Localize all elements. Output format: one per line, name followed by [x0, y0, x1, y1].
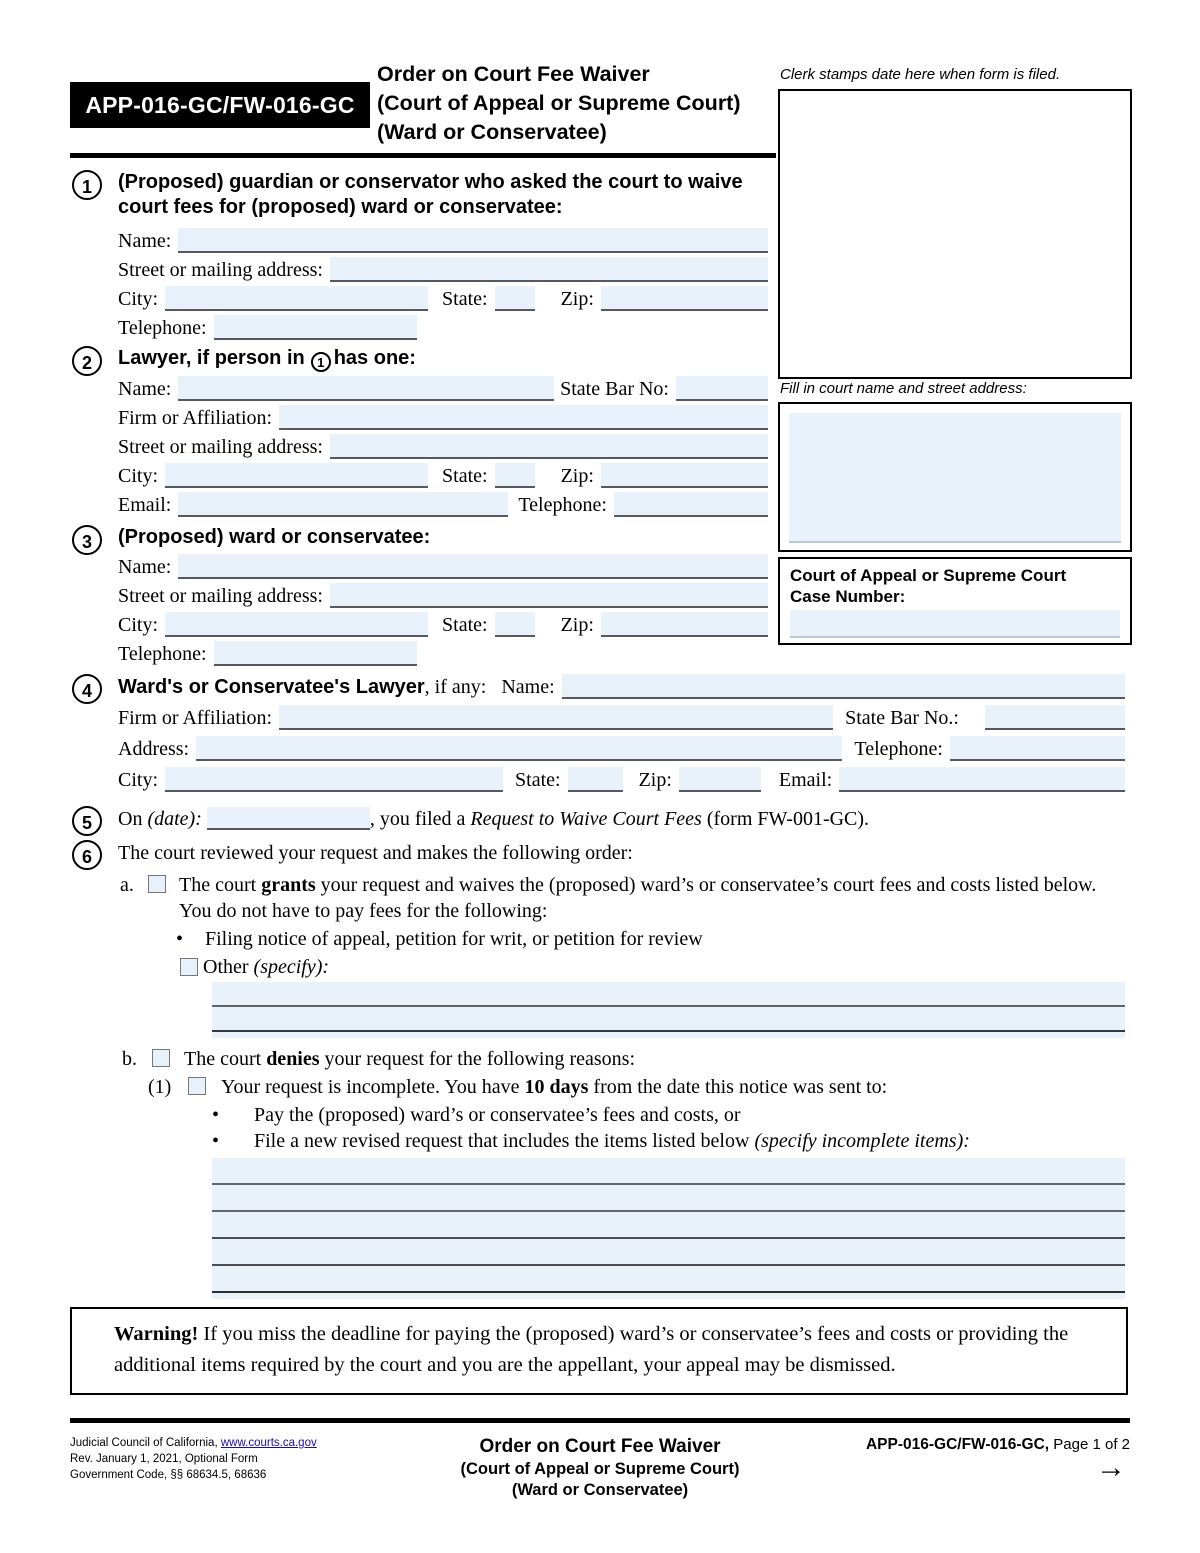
other-row [180, 954, 1130, 980]
file-bullet-text-main: File a new revised request that includes the items listed below [254, 1130, 750, 1152]
clerk-stamp-note: Clerk stamps date here when form is filed. [780, 66, 1061, 83]
b-pre-text: The court [184, 1048, 262, 1070]
form-title-line2: (Court of Appeal or Supreme Court) [377, 91, 741, 115]
section-1-heading: (Proposed) guardian or conservator who asked the court to waive court fees for (proposed) ward or conservatee: [118, 171, 743, 218]
zip-label: Zip: [560, 288, 594, 310]
grants-keyword: grants [261, 874, 316, 896]
fees-bullet-row [176, 926, 1130, 952]
ward-lawyer-email-input[interactable] [839, 767, 1125, 792]
incomplete-items-line-1[interactable] [212, 1158, 1125, 1185]
footer-left [70, 1435, 390, 1501]
ward-lawyer-state-input[interactable] [568, 767, 623, 792]
pay-bullet-row [212, 1102, 1130, 1128]
option-b1-marker: (1) [148, 1076, 172, 1098]
form-title-line3: (Ward or Conservatee) [377, 120, 607, 144]
continue-arrow-icon: → [1096, 1451, 1126, 1484]
state-bar-label: State Bar No.: [845, 707, 959, 729]
form-footer [70, 1418, 1130, 1501]
other-label: Other [203, 956, 249, 978]
lawyer-phone-input[interactable] [614, 492, 768, 517]
item-6-number: 6 [72, 840, 102, 870]
footer-revision-text: Rev. January 1, 2021, Optional Form [70, 1453, 258, 1465]
email-label: Email: [118, 494, 172, 516]
fees-bullet-text: Filing notice of appeal, petition for writ, or petition for review [205, 928, 703, 950]
footer-form-code: APP-016-GC/FW-016-GC, [865, 1436, 1050, 1453]
city-label: City: [118, 288, 159, 310]
ward-street-input[interactable] [330, 583, 768, 608]
lawyer-city-input[interactable] [165, 463, 428, 488]
incomplete-items-lines [212, 1158, 1125, 1299]
courts-website-link[interactable]: www.courts.ca.gov [220, 1437, 317, 1449]
city-label: City: [118, 465, 159, 487]
case-number-label-line1: Court of Appeal or Supreme Court [790, 566, 1067, 585]
section-3 [70, 525, 1130, 666]
section-2-heading [118, 346, 1130, 372]
footer-title-line3: (Ward or Conservatee) [511, 1481, 689, 1499]
ward-lawyer-name-input[interactable] [562, 674, 1125, 699]
warning-text: If you miss the deadline for paying the (proposed) ward’s or conservatee’s fees and costs or providing the additional items required by the court and you are the appellant, your appeal may be dismissed. [114, 1323, 1069, 1376]
state-label: State: [442, 288, 488, 310]
s5-pre-text: On [118, 808, 143, 830]
guardian-name-input[interactable] [178, 228, 768, 253]
item-2-number: 2 [72, 346, 102, 376]
state-bar-label: State Bar No: [560, 378, 669, 400]
other-specify-line-strip [212, 1032, 1125, 1038]
incomplete-checkbox[interactable] [188, 1077, 206, 1095]
section-1 [70, 170, 1130, 340]
option-b1-text [221, 1074, 1130, 1100]
order-option-b [122, 1046, 1130, 1072]
specify-incomplete-label: (specify incomplete items): [754, 1130, 970, 1152]
street-label: Street or mailing address: [118, 585, 323, 607]
circled-1-icon: 1 [311, 352, 331, 372]
guardian-phone-input[interactable] [214, 315, 417, 340]
a-pre-text: The court [179, 874, 257, 896]
phone-label: Telephone: [854, 738, 943, 760]
section-4 [70, 674, 1130, 792]
lawyer-firm-input[interactable] [279, 405, 768, 430]
lawyer-name-input[interactable] [178, 376, 554, 401]
file-bullet-text [254, 1128, 970, 1154]
footer-title [390, 1435, 810, 1501]
incomplete-items-line-2[interactable] [212, 1185, 1125, 1212]
ward-lawyer-firm-input[interactable] [279, 705, 833, 730]
ward-lawyer-zip-input[interactable] [679, 767, 761, 792]
other-specify-line-1[interactable] [212, 982, 1125, 1007]
incomplete-items-line-3[interactable] [212, 1212, 1125, 1239]
file-bullet-row [212, 1128, 1130, 1154]
item-4-number: 4 [72, 674, 102, 704]
denies-keyword: denies [266, 1048, 320, 1070]
b1-post-text: from the date this notice was sent to: [593, 1076, 888, 1098]
option-b1 [148, 1074, 1130, 1100]
footer-title-line1: Order on Court Fee Waiver [479, 1436, 721, 1457]
other-specify-lines [212, 982, 1125, 1038]
section-5 [70, 806, 1130, 832]
ward-lawyer-bar-number-input[interactable] [985, 705, 1125, 730]
option-b-text [184, 1046, 1130, 1072]
firm-label: Firm or Affiliation: [118, 707, 273, 729]
incomplete-items-line-4[interactable] [212, 1239, 1125, 1266]
state-label: State: [442, 614, 488, 636]
footer-title-line2: (Court of Appeal or Supreme Court) [460, 1460, 740, 1478]
option-b-marker: b. [122, 1048, 137, 1070]
name-label: Name: [501, 676, 555, 698]
ward-state-input[interactable] [495, 612, 535, 637]
section-3-heading: (Proposed) ward or conservatee: [118, 526, 431, 548]
lawyer-email-input[interactable] [178, 492, 508, 517]
phone-label: Telephone: [118, 317, 207, 339]
ward-phone-input[interactable] [214, 641, 417, 666]
item-3-number: 3 [72, 525, 102, 555]
pay-bullet-text: Pay the (proposed) ward’s or conservatee’s fees and costs, or [254, 1104, 741, 1126]
header-divider [70, 153, 776, 158]
bullet-icon: • [212, 1104, 220, 1126]
section-2-heading-post: has one: [333, 347, 416, 369]
street-label: Street or mailing address: [118, 259, 323, 281]
s5-tail-text: (form FW-001-GC). [706, 808, 870, 830]
guardian-city-input[interactable] [165, 286, 428, 311]
guardian-zip-input[interactable] [601, 286, 768, 311]
ward-zip-input[interactable] [601, 612, 768, 637]
incomplete-items-line-strip [212, 1293, 1125, 1299]
option-a-marker: a. [120, 874, 134, 896]
item-1-number: 1 [72, 170, 102, 200]
bullet-icon: • [212, 1130, 220, 1152]
section-4-heading: Ward's or Conservatee's Lawyer [118, 676, 425, 698]
city-label: City: [118, 769, 159, 791]
ward-lawyer-address-input[interactable] [196, 736, 842, 761]
section-2 [70, 346, 1130, 517]
other-specify-line-2[interactable] [212, 1007, 1125, 1032]
section-4-heading-rest: , if any: [424, 676, 487, 698]
section-5-text [118, 806, 1130, 832]
warning-keyword: Warning! [114, 1323, 199, 1345]
section-6 [70, 840, 1130, 1299]
street-label: Street or mailing address: [118, 436, 323, 458]
address-label: Address: [118, 738, 190, 760]
phone-label: Telephone: [118, 643, 207, 665]
lawyer-street-input[interactable] [330, 434, 768, 459]
ward-lawyer-city-input[interactable] [165, 767, 503, 792]
form-title-line1: Order on Court Fee Waiver [377, 62, 650, 86]
zip-label: Zip: [638, 769, 672, 791]
section-6-intro: The court reviewed your request and makes the following order: [118, 842, 633, 864]
incomplete-items-line-5[interactable] [212, 1266, 1125, 1293]
request-form-title: Request to Waive Court Fees [470, 808, 702, 830]
ward-city-input[interactable] [165, 612, 428, 637]
ward-lawyer-phone-input[interactable] [950, 736, 1125, 761]
phone-label: Telephone: [518, 494, 607, 516]
zip-label: Zip: [560, 614, 594, 636]
footer-right [810, 1435, 1130, 1501]
lawyer-bar-number-input[interactable] [676, 376, 768, 401]
name-label: Name: [118, 230, 172, 252]
name-label: Name: [118, 378, 172, 400]
footer-page-number: Page 1 of 2 [1049, 1436, 1130, 1453]
denies-checkbox[interactable] [152, 1049, 170, 1067]
city-label: City: [118, 614, 159, 636]
grants-checkbox[interactable] [148, 875, 166, 893]
footer-form-number [810, 1435, 1130, 1454]
warning-box [70, 1307, 1128, 1395]
case-number-label-line2: Case Number: [790, 587, 906, 606]
footer-divider [70, 1418, 1130, 1423]
form-number-badge: APP-016-GC/FW-016-GC [70, 82, 370, 128]
state-label: State: [515, 769, 561, 791]
form-title [377, 60, 741, 147]
order-option-a [120, 872, 1130, 924]
b1-pre-text: Your request is incomplete. You have [221, 1076, 520, 1098]
guardian-state-input[interactable] [495, 286, 535, 311]
item-5-number: 5 [72, 806, 102, 836]
a-post-text: your request and waives the (proposed) ward’s or conservatee’s court fees and costs listed below. You do not have to pay fees for the following: [179, 874, 1097, 922]
bullet-icon: • [176, 928, 184, 950]
footer-gov-code-text: Government Code, §§ 68634.5, 68636 [70, 1469, 267, 1481]
other-checkbox[interactable] [180, 958, 198, 976]
guardian-street-input[interactable] [330, 257, 768, 282]
email-label: Email: [778, 769, 833, 791]
firm-label: Firm or Affiliation: [118, 407, 273, 429]
section-2-heading-pre: Lawyer, if person in [118, 347, 305, 369]
zip-label: Zip: [560, 465, 594, 487]
lawyer-state-input[interactable] [495, 463, 535, 488]
state-label: State: [442, 465, 488, 487]
lawyer-zip-input[interactable] [601, 463, 768, 488]
ten-days-keyword: 10 days [524, 1076, 589, 1098]
option-a-text [179, 872, 1130, 924]
judicial-council-text: Judicial Council of California, [70, 1437, 221, 1449]
s5-mid-text: , you filed a [369, 808, 466, 830]
name-label: Name: [118, 556, 172, 578]
footer-left-line1 [70, 1435, 390, 1451]
court-address-note: Fill in court name and street address: [780, 380, 1027, 397]
filing-date-input[interactable] [207, 807, 370, 830]
other-specify-label: (specify): [253, 956, 330, 978]
date-label: (date): [147, 808, 202, 830]
b-post-text: your request for the following reasons: [324, 1048, 636, 1070]
ward-name-input[interactable] [178, 554, 768, 579]
